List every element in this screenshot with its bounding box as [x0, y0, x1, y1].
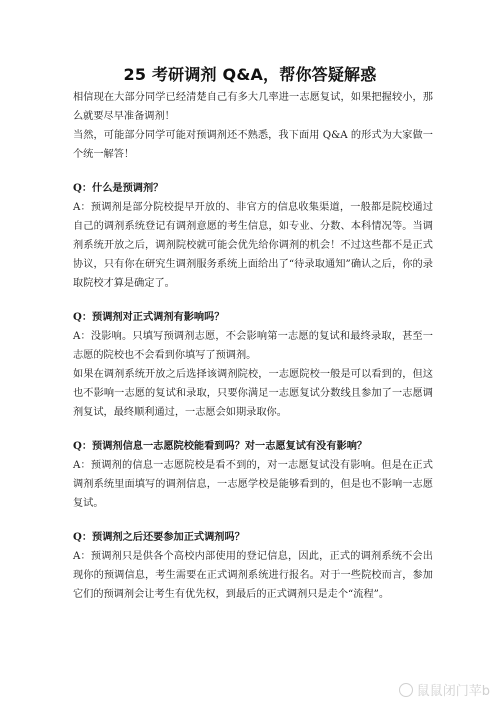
qa-section-4 — [73, 528, 433, 604]
question-2: Q：预调剂对正式调剂有影响吗？ — [73, 311, 225, 323]
intro-paragraph-2: 当然，可能部分同学可能对预调剂还不熟悉，我下面用 Q&A 的形式为大家做一个统一解答！ — [73, 130, 433, 160]
qa-section-3 — [73, 437, 433, 513]
intro-paragraph-1: 相信现在大部分同学已经清楚自己有多大几率进一志愿复试，如果把握较小，那么就要尽早准备调剂！ — [73, 92, 433, 122]
question-1: Q：什么是预调剂？ — [73, 182, 164, 194]
section-gap — [73, 422, 433, 437]
watermark-text: 鼠鼠闭门苹b — [416, 684, 490, 699]
qa-section-1 — [73, 179, 433, 293]
answer-4-paragraph-1: A：预调剂只是供各个高校内部使用的登记信息，因此，正式的调剂系统不会出现你的预调信息，考生需要在正式调剂系统进行报名。对于一些院校而言，参加它们的预调剂会让考生有优先权，到最后的正式调剂只是走个“流程”。 — [73, 551, 433, 600]
answer-2-paragraph-1: A：没影响。只填写预调剂志愿，不会影响第一志愿的复试和最终录取，甚至一志愿的院校也不会看到你填写了预调剂。 — [73, 331, 433, 361]
question-4: Q：预调剂之后还要参加正式调剂吗？ — [73, 531, 245, 543]
answer-2-paragraph-2: 如果在调剂系统开放之后选择该调剂院校，一志愿院校一般是可以看到的，但这也不影响一志愿的复试和录取，只要你满足一志愿复试分数线且参加了一志愿调剂复试，最终顺利通过，一志愿会如期录取你。 — [73, 369, 433, 418]
section-gap — [73, 164, 433, 179]
watermark-logo-icon — [399, 683, 413, 697]
section-gap — [73, 513, 433, 528]
page-title: 25 考研调剂 Q&A，帮你答疑解惑 — [123, 65, 377, 84]
question-3: Q：预调剂信息一志愿院校能看到吗？对一志愿复试有没有影响？ — [73, 440, 368, 452]
document-body — [73, 88, 433, 604]
section-gap — [73, 293, 433, 308]
answer-3-paragraph-1: A：预调剂的信息一志愿院校是看不到的，对一志愿复试没有影响。但是在正式调剂系统里面填写的调剂信息，一志愿学校是能够看到的，但是也不影响一志愿复试。 — [73, 460, 433, 509]
answer-1-paragraph-1: A：预调剂是部分院校提早开放的、非官方的信息收集渠道，一般都是院校通过自己的调剂系统登记有调剂意愿的考生信息，如专业、分数、本科情况等。当调剂系统开放之后，调剂院校就可能会优先给你调剂的机会！不过这些都不是正式协议，只有你在研究生调剂服务系统上面给出了“待录取通知”确认之后，你的录取院校才算是确定了。 — [73, 202, 433, 289]
watermark — [399, 680, 490, 699]
qa-section-2 — [73, 308, 433, 422]
